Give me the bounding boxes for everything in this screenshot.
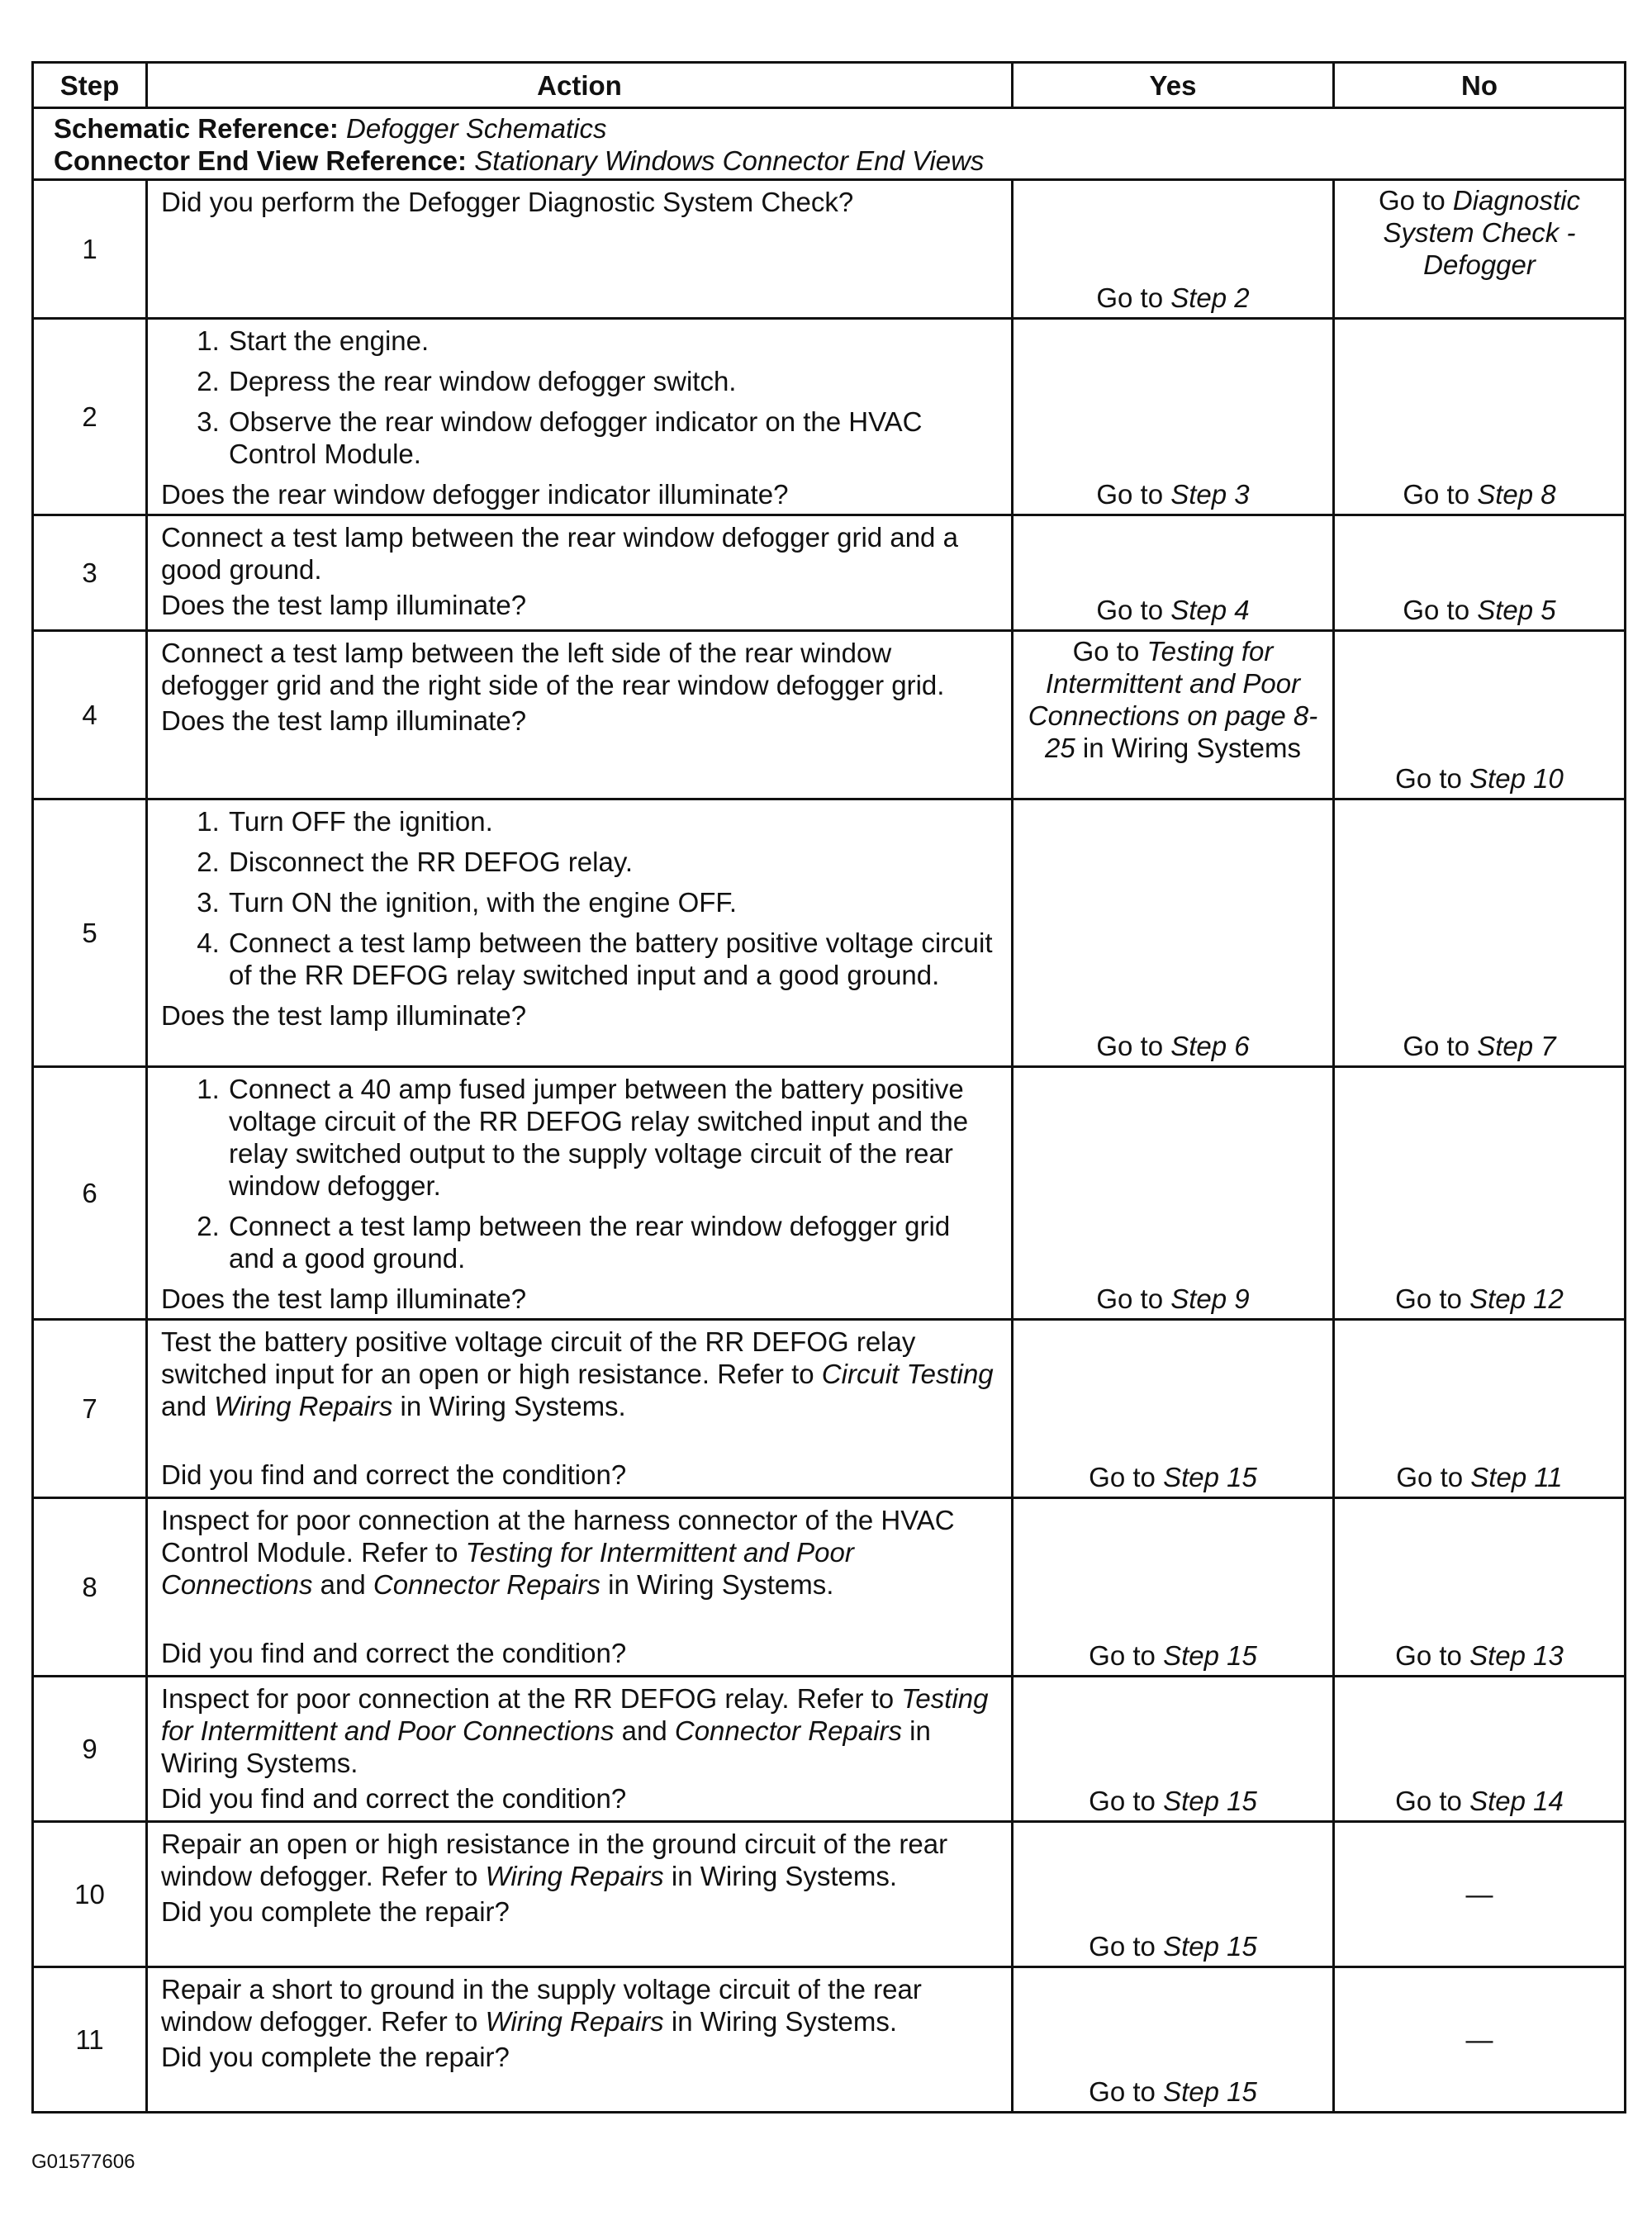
yes-cell [1013,180,1334,319]
action-text-part: Inspect for poor connection at the harness connector of the HVAC Control Module. Refer to [161,1505,955,1568]
no-prefix: Go to [1395,1786,1470,1816]
yes-link[interactable]: Step 15 [1163,1640,1257,1671]
action-text-part: Repair an open or high resistance in the ground circuit of the rear window defogger. Refer to [161,1829,948,1891]
header-yes: Yes [1013,63,1334,108]
step-number: 9 [33,1677,147,1822]
step-number: 10 [33,1822,147,1967]
no-cell [1334,1320,1626,1498]
table-row [33,631,1626,799]
action-list [161,325,999,470]
yes-link[interactable]: Step 15 [1163,1786,1257,1816]
yes-cell [1013,319,1334,515]
action-question: Does the rear window defogger indicator illuminate? [161,479,789,510]
no-prefix: Go to [1395,763,1470,794]
yes-link[interactable]: Step 15 [1163,2076,1257,2107]
yes-link[interactable]: Step 15 [1163,1931,1257,1962]
table-row [33,1967,1626,2113]
no-cell [1334,1067,1626,1320]
header-action: Action [147,63,1013,108]
action-text-part: and [161,1391,215,1421]
table-row [33,1498,1626,1677]
action-text-part: Inspect for poor connection at the RR DEFOG relay. Refer to [161,1683,902,1714]
action-cell [147,515,1013,631]
no-link[interactable]: Step 10 [1469,763,1564,794]
action-text-part: in Wiring Systems. [663,2006,898,2037]
connector-reference-link[interactable]: Stationary Windows Connector End Views [474,145,985,176]
reference-link[interactable]: Wiring Repairs [485,1861,664,1891]
action-text-part: Repair a short to ground in the supply voltage circuit of the rear window defogger. Refer to [161,1974,922,2037]
no-prefix: Go to [1395,1640,1470,1671]
action-text [161,1326,999,1422]
reference-link[interactable]: Connector Repairs [674,1715,903,1746]
step-number: 7 [33,1320,147,1498]
header-step: Step [33,63,147,108]
reference-link[interactable]: Circuit Testing [821,1359,994,1389]
no-link[interactable]: Step 13 [1469,1640,1564,1671]
action-item: 2. Disconnect the RR DEFOG relay. [227,846,999,878]
yes-link[interactable]: Step 6 [1170,1031,1250,1061]
no-prefix: Go to [1403,479,1478,510]
table-row [33,515,1626,631]
action-cell [147,1677,1013,1822]
no-cell [1334,1967,1626,2113]
action-cell [147,1498,1013,1677]
no-link[interactable]: Step 11 [1470,1462,1563,1492]
schematic-reference [54,112,1624,145]
schematic-reference-link[interactable]: Defogger Schematics [346,113,607,144]
action-cell [147,319,1013,515]
no-link[interactable]: Step 7 [1477,1031,1556,1061]
yes-cell [1013,799,1334,1067]
yes-prefix: Go to [1089,2076,1164,2107]
yes-cell [1013,1677,1334,1822]
action-question: Did you find and correct the condition? [161,1638,627,1668]
yes-link[interactable]: Testing for Intermittent and Poor Connections on page 8-25 [1028,636,1318,763]
action-list [161,805,999,991]
reference-link[interactable]: Connector Repairs [373,1569,601,1600]
diagnostic-table [31,61,1626,2114]
connector-reference-label: Connector End View Reference: [54,145,468,176]
no-cell [1334,1822,1626,1967]
action-item: 3. Observe the rear window defogger indicator on the HVAC Control Module. [227,406,999,470]
yes-link[interactable]: Step 4 [1170,595,1250,625]
no-cell [1334,1677,1626,1822]
yes-prefix: Go to [1096,595,1171,625]
yes-cell [1013,1967,1334,2113]
yes-suffix: in Wiring Systems [1075,733,1301,763]
yes-cell [1013,1822,1334,1967]
step-number: 11 [33,1967,147,2113]
no-link[interactable]: Step 14 [1469,1786,1564,1816]
yes-cell [1013,1498,1334,1677]
reference-link[interactable]: Wiring Repairs [485,2006,664,2037]
action-text-part: Test the battery positive voltage circuit of the RR DEFOG relay switched input for an open or high resistance. Refer to [161,1326,916,1389]
yes-link[interactable]: Step 3 [1170,479,1250,510]
no-cell [1334,319,1626,515]
document-id: G01577606 [31,2151,135,2173]
table-row [33,180,1626,319]
no-dash: — [1465,1879,1493,1910]
yes-prefix: Go to [1096,1283,1171,1314]
action-cell [147,1320,1013,1498]
action-text-part: in Wiring Systems. [663,1861,898,1891]
action-text: Connect a test lamp between the rear window defogger grid and a good ground. [161,522,958,585]
action-text-part: and [614,1715,675,1746]
reference-row [33,108,1626,180]
action-cell [147,631,1013,799]
yes-cell [1013,1320,1334,1498]
step-number: 8 [33,1498,147,1677]
yes-link[interactable]: Step 9 [1170,1283,1250,1314]
no-cell [1334,631,1626,799]
action-item: 1. Connect a 40 amp fused jumper between the battery positive voltage circuit of the RR DEFOG relay switched input and the relay switched output to the supply voltage circuit of the rear window defogger. [227,1073,999,1202]
action-text [161,1682,999,1779]
reference-link[interactable]: Wiring Repairs [214,1391,393,1421]
table-row [33,1067,1626,1320]
action-question: Does the test lamp illuminate? [161,705,527,736]
action-item: 1. Turn OFF the ignition. [227,805,999,837]
no-cell [1334,1498,1626,1677]
action-list [161,1073,999,1274]
action-text-part: in Wiring Systems. [392,1391,626,1421]
table-row [33,799,1626,1067]
schematic-reference-label: Schematic Reference: [54,113,339,144]
yes-prefix: Go to [1096,1031,1171,1061]
action-item: 2. Connect a test lamp between the rear window defogger grid and a good ground. [227,1210,999,1274]
header-row [33,63,1626,108]
reference-link[interactable]: Testing for Intermittent and Poor Connections [161,1683,989,1746]
yes-prefix: Go to [1089,1640,1164,1671]
connector-reference [54,145,1624,177]
table-row [33,319,1626,515]
table-row [33,1677,1626,1822]
table-row [33,1320,1626,1498]
no-link[interactable]: Step 8 [1477,479,1556,510]
step-number: 5 [33,799,147,1067]
action-text [161,1828,999,1892]
reference-link[interactable]: Testing for Intermittent and Poor Connections [161,1537,854,1600]
action-text: Connect a test lamp between the left side of the rear window defogger grid and the right side of the rear window defogger grid. [161,638,945,700]
action-cell [147,799,1013,1067]
no-prefix: Go to [1395,1283,1470,1314]
step-number: 3 [33,515,147,631]
no-cell [1334,799,1626,1067]
no-prefix: Go to [1403,595,1478,625]
action-text-part: and [312,1569,373,1600]
action-question: Did you complete the repair? [161,2042,510,2072]
action-question: Does the test lamp illuminate? [161,1000,527,1031]
no-dash: — [1465,2024,1493,2055]
step-number: 1 [33,180,147,319]
reference-cell [33,108,1626,180]
table-row [33,1822,1626,1967]
action-question: Does the test lamp illuminate? [161,590,527,620]
yes-cell [1013,631,1334,799]
action-item: 4. Connect a test lamp between the battery positive voltage circuit of the RR DEFOG relay switched input and a good ground. [227,927,999,991]
header-no: No [1334,63,1626,108]
yes-link[interactable]: Step 2 [1170,282,1250,313]
action-item: 3. Turn ON the ignition, with the engine OFF. [227,886,999,918]
action-text-part: in Wiring Systems. [161,1715,931,1778]
no-prefix: Go to [1396,1462,1471,1492]
action-cell [147,180,1013,319]
yes-prefix: Go to [1089,1462,1164,1492]
step-number: 4 [33,631,147,799]
action-text [161,1973,999,2038]
no-link[interactable]: Step 12 [1469,1283,1564,1314]
no-cell [1334,180,1626,319]
action-cell [147,1067,1013,1320]
action-question: Does the test lamp illuminate? [161,1283,527,1314]
yes-prefix: Go to [1089,1931,1164,1962]
action-item: 1. Start the engine. [227,325,999,357]
yes-cell [1013,1067,1334,1320]
yes-prefix: Go to [1072,636,1147,667]
action-question: Did you find and correct the condition? [161,1459,627,1490]
yes-prefix: Go to [1096,479,1171,510]
action-cell [147,1967,1013,2113]
action-text-part: in Wiring Systems. [601,1569,834,1600]
action-question: Did you perform the Defogger Diagnostic System Check? [161,187,854,217]
no-cell [1334,515,1626,631]
step-number: 6 [33,1067,147,1320]
action-item: 2. Depress the rear window defogger switch. [227,365,999,397]
yes-cell [1013,515,1334,631]
no-prefix: Go to [1379,185,1453,216]
action-question: Did you complete the repair? [161,1896,510,1927]
yes-prefix: Go to [1096,282,1171,313]
no-link[interactable]: Diagnostic System Check - Defogger [1383,185,1580,280]
step-number: 2 [33,319,147,515]
diagnostic-table-container [31,61,1624,2114]
yes-prefix: Go to [1089,1786,1164,1816]
action-cell [147,1822,1013,1967]
action-question: Did you find and correct the condition? [161,1783,627,1814]
no-prefix: Go to [1403,1031,1478,1061]
no-link[interactable]: Step 5 [1477,595,1556,625]
yes-link[interactable]: Step 15 [1163,1462,1257,1492]
action-text [161,1504,999,1601]
